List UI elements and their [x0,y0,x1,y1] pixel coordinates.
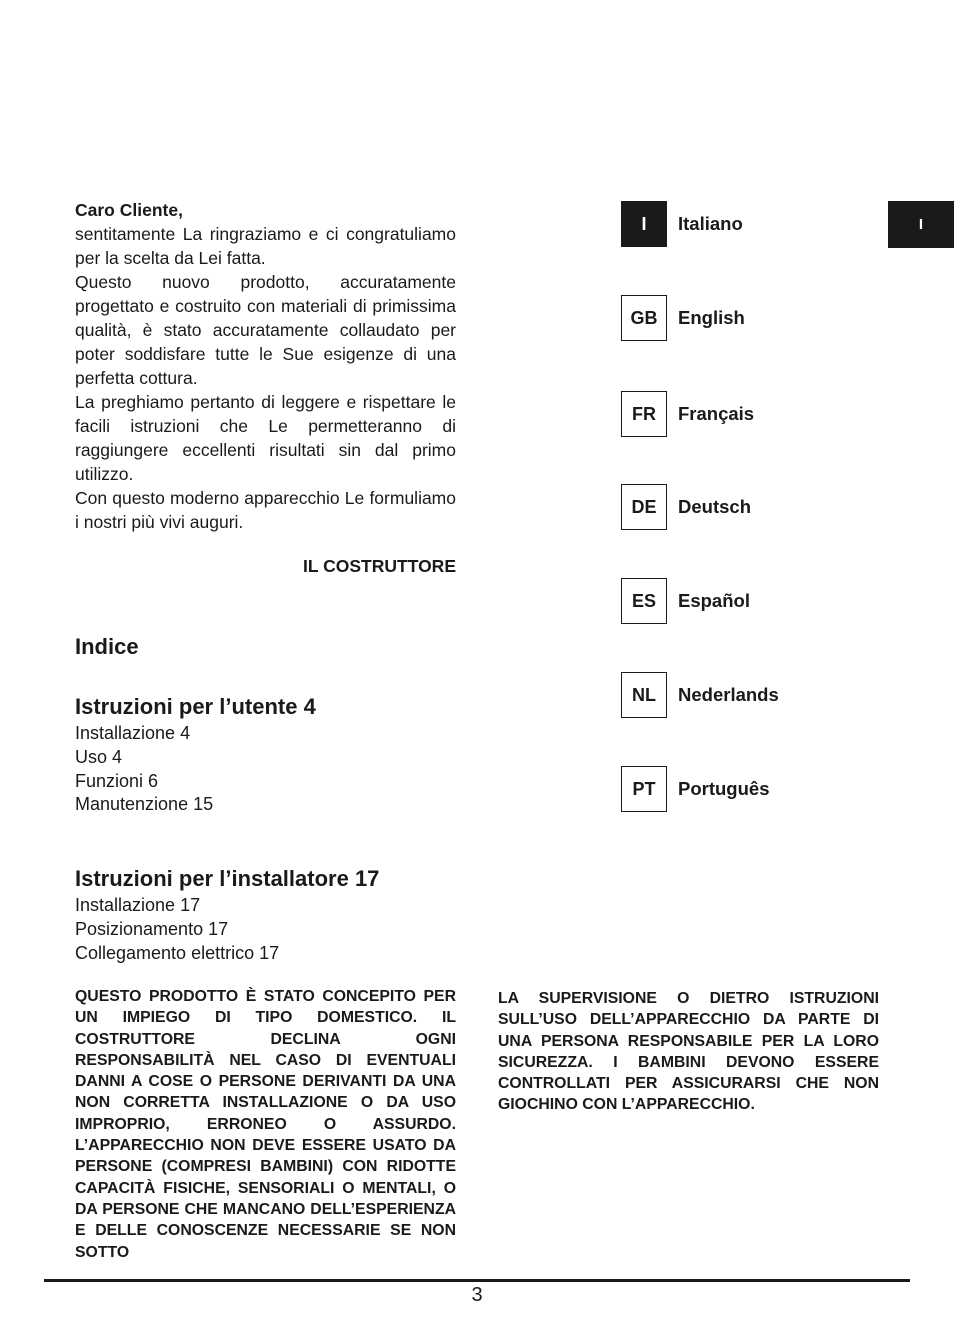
index-item[interactable]: Installazione 17 [75,895,201,915]
language-item-portugues[interactable] [621,766,769,812]
language-code-box: DE [621,484,667,530]
user-instructions-section [75,692,495,817]
language-item-english[interactable] [621,295,745,341]
language-item-deutsch[interactable] [621,484,751,530]
index-item[interactable]: Posizionamento 17 [75,918,229,939]
letter-signature: IL COSTRUTTORE [303,556,456,576]
safety-warning-right: LA SUPERVISIONE O DIETRO ISTRUZIONI SULL’USO DELL’APPARECCHIO DA PARTE DI UNA PERSONA RESPONSABILE PER LA LORO SICUREZZA. I BAMBINI DEVONO ESSERE CONTROLLATI PER ASSICURARSI CHE NON GIOCHINO CON L’APPARECCHIO. [498,990,879,1114]
language-code-box: I [621,201,667,247]
language-name: Italiano [678,213,743,234]
letter-paragraph: Questo nuovo prodotto, accuratamente progettato e costruito con materiali di primissima qualità, è stato accuratamente collaudato per poter soddisfare tutte le Sue esigenze di una perfetta cottura. [75,272,456,388]
language-name: Português [678,778,770,799]
language-name: English [678,307,745,328]
language-item-espanol[interactable] [621,578,750,624]
language-code-box: ES [621,578,667,624]
language-name: Español [678,590,750,611]
language-code-box: PT [621,766,667,812]
language-name: Nederlands [678,684,779,705]
index-item[interactable]: Manutenzione 15 [75,794,214,815]
language-side-tab: I [888,201,954,248]
index-item[interactable]: Collegamento elettrico 17 [75,942,280,963]
index-title: Indice [75,634,139,659]
page-number: 3 [471,1284,483,1306]
installer-instructions-title: Istruzioni per l’installatore 17 [75,866,380,891]
index-item[interactable]: Installazione 4 [75,723,191,743]
language-item-nederlands[interactable] [621,672,779,718]
installer-instructions-section [75,864,495,965]
footer-divider [44,1279,910,1282]
safety-warning-left: QUESTO PRODOTTO È STATO CONCEPITO PER UN IMPIEGO DI TIPO DOMESTICO. IL COSTRUTTORE DECLINA OGNI RESPONSABILITÀ NEL CASO DI EVENTUALI DANNI A COSE O PERSONE DERIVANTI DA UNA NON CORRETTA INSTALLAZIONE O DA USO IMPROPRIO, ERRONEO O ASSURDO. L’APPARECCHIO NON DEVE ESSERE USATO DA PERSONE (COMPRESI BAMBINI) CON RIDOTTE CAPACITÀ FISICHE, SENSORIALI O MENTALI, O DA PERSONE CHE MANCANO DELL’ESPERIENZA E DELLE CONOSCENZE NECESSARIE SE NON SOTTO [75,988,456,1261]
letter-paragraph: Con questo moderno apparecchio Le formuliamo i nostri più vivi auguri. [75,488,456,532]
intro-letter [75,198,456,534]
language-name: Français [678,403,755,424]
language-code-box: NL [621,672,667,718]
language-code-box: GB [621,295,667,341]
language-code-box: FR [621,391,667,437]
letter-greeting: Caro Cliente, [75,200,183,220]
language-item-francais[interactable] [621,391,754,437]
index-item[interactable]: Funzioni 6 [75,770,159,791]
language-name: Deutsch [678,496,751,517]
index-item[interactable]: Uso 4 [75,746,123,767]
language-item-italiano[interactable] [621,201,743,247]
letter-paragraph: La preghiamo pertanto di leggere e rispettare le facili istruzioni che Le permetteranno di raggiungere eccellenti risultati sin dal primo utilizzo. [75,392,456,484]
user-instructions-title: Istruzioni per l’utente 4 [75,694,316,719]
letter-paragraph: sentitamente La ringraziamo e ci congratuliamo per la scelta da Lei fatta. [75,224,456,268]
